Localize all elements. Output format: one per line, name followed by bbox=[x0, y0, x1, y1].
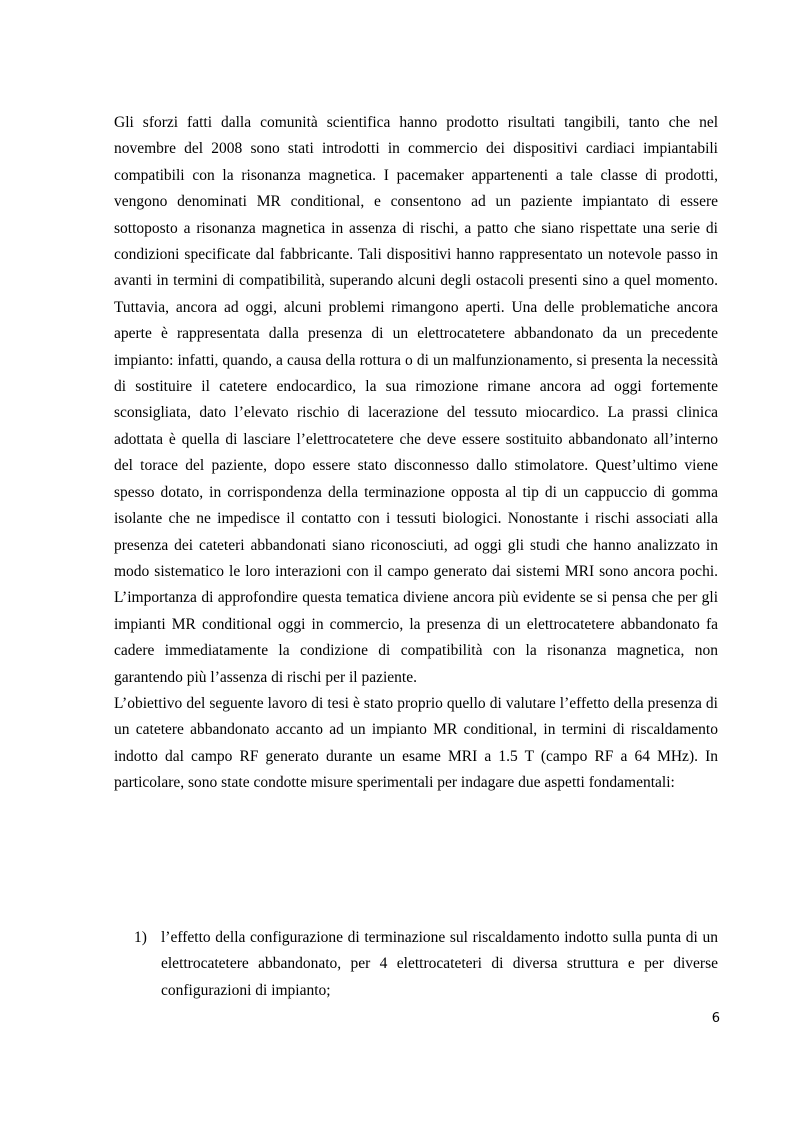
list-item bbox=[134, 925, 718, 1004]
list-item-marker: 1) bbox=[134, 929, 147, 946]
page-number: 6 bbox=[711, 1011, 720, 1026]
paragraph: Gli sforzi fatti dalla comunità scientifica hanno prodotto risultati tangibili, tanto che nel novembre del 2008 sono stati introdotti in commercio dei dispositivi cardiaci impiantabili compatibili con la risonanza magnetica. I pacemaker appartenenti a tale classe di prodotti, vengono denominati MR conditional, e consentono ad un paziente impiantato di essere sottoposto a risonanza magnetica in assenza di rischi, a patto che siano rispettate una serie di condizioni specificate dal fabbricante. Tali dispositivi hanno rappresentato un notevole passo in avanti in termini di compatibilità, superando alcuni degli ostacoli presenti sino a quel momento. Tuttavia, ancora ad oggi, alcuni problemi rimangono aperti. Una delle problematiche ancora aperte è rappresentata dalla presenza di un elettrocatetere abbandonato da un precedente impianto: infatti, quando, a causa della rottura o di un malfunzionamento, si presenta la necessità di sostituire il catetere endocardico, la sua rimozione rimane ancora ad oggi fortemente sconsigliata, dato l’elevato rischio di lacerazione del tessuto miocardico. La prassi clinica adottata è quella di lasciare l’elettrocatetere che deve essere sostituito abbandonato all’interno del torace del paziente, dopo essere stato disconnesso dallo stimolatore. Quest’ultimo viene spesso dotato, in corrispondenza della terminazione opposta al tip di un cappuccio di gomma isolante che ne impedisce il contatto con i tessuti biologici. Nonostante i rischi associati alla presenza dei cateteri abbandonati siano riconosciuti, ad oggi gli studi che hanno analizzato in modo sistematico le loro interazioni con il campo generato dai sistemi MRI sono ancora pochi. L’importanza di approfondire questa tematica diviene ancora più evidente se si pensa che per gli impianti MR conditional oggi in commercio, la presenza di un elettrocatetere abbandonato fa cadere immediatamente la condizione di compatibilità con la risonanza magnetica, non garantendo più l’assenza di rischi per il paziente. bbox=[114, 114, 718, 686]
list-item-text: l’effetto della configurazione di terminazione sul riscaldamento indotto sulla punta di un elettrocatetere abbandonato, per 4 elettrocateteri di diversa struttura e per diverse configurazioni di impianto; bbox=[161, 929, 718, 999]
body-text bbox=[114, 110, 718, 797]
paragraph: L’obiettivo del seguente lavoro di tesi è stato proprio quello di valutare l’effetto della presenza di un catetere abbandonato accanto ad un impianto MR conditional, in termini di riscaldamento indotto dal campo RF generato durante un esame MRI a 1.5 T (campo RF a 64 MHz). In particolare, sono state condotte misure sperimentali per indagare due aspetti fondamentali: bbox=[114, 694, 718, 792]
numbered-list bbox=[134, 925, 718, 1004]
